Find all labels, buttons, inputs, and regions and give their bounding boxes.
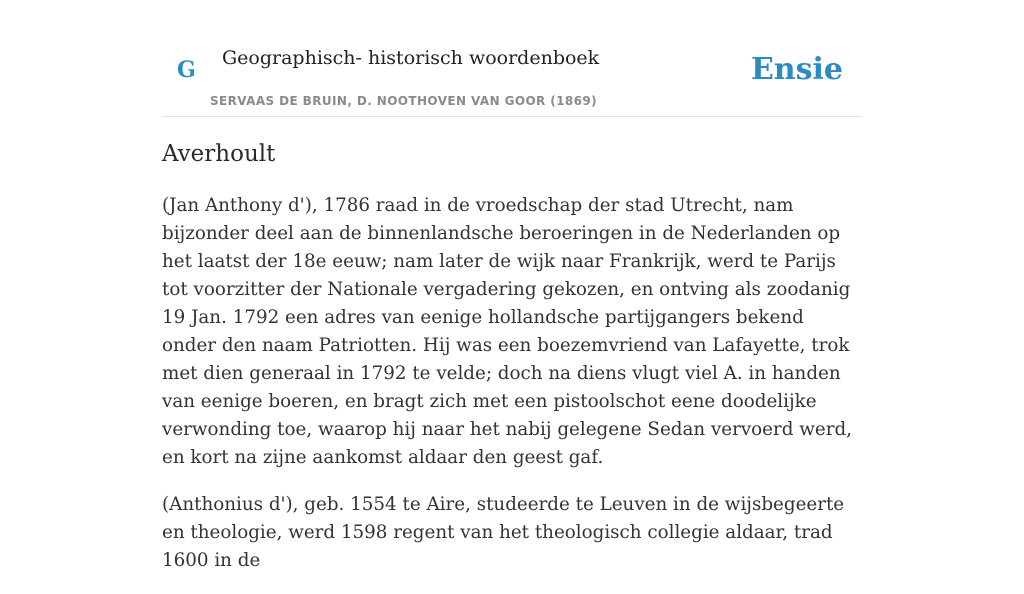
entry-paragraph: (Anthonius d'), geb. 1554 te Aire, studeerde te Leuven in de wijsbegeerte en theologie, werd 1598 regent van het theologisch collegie aldaar, trad 1600 in de <box>162 494 845 571</box>
ensie-logo-link[interactable]: Ensie <box>750 52 843 87</box>
entry-title: Averhoult <box>162 141 276 167</box>
book-letter-icon[interactable]: G <box>177 57 196 83</box>
entry-body <box>162 192 862 594</box>
book-title-link[interactable]: Geographisch- historisch woordenboek <box>222 47 600 69</box>
book-author: SERVAAS DE BRUIN, D. NOOTHOVEN VAN GOOR (1869) <box>210 94 598 108</box>
book-header <box>162 30 862 117</box>
entry-paragraph: (Jan Anthony d'), 1786 raad in de vroedschap der stad Utrecht, nam bijzonder deel aan de binnenlandsche beroeringen in de Nederlanden op het laatst der 18e eeuw; nam later de wijk naar Frankrijk, werd te Parijs tot voorzitter der Nationale vergadering gekozen, en ontving als zoodanig 19 Jan. 1792 een adres van eenige hollandsche partijgangers bekend onder den naam Patriotten. Hij was een boezemvriend van Lafayette, trok met dien generaal in 1792 te velde; doch na diens vlugt viel A. in handen van eenige boeren, en bragt zich met een pistoolschot eene doodelijke verwonding toe, waarop hij naar het nabij gelegene Sedan vervoerd werd, en kort na zijne aankomst aldaar den geest gaf. <box>162 195 852 468</box>
